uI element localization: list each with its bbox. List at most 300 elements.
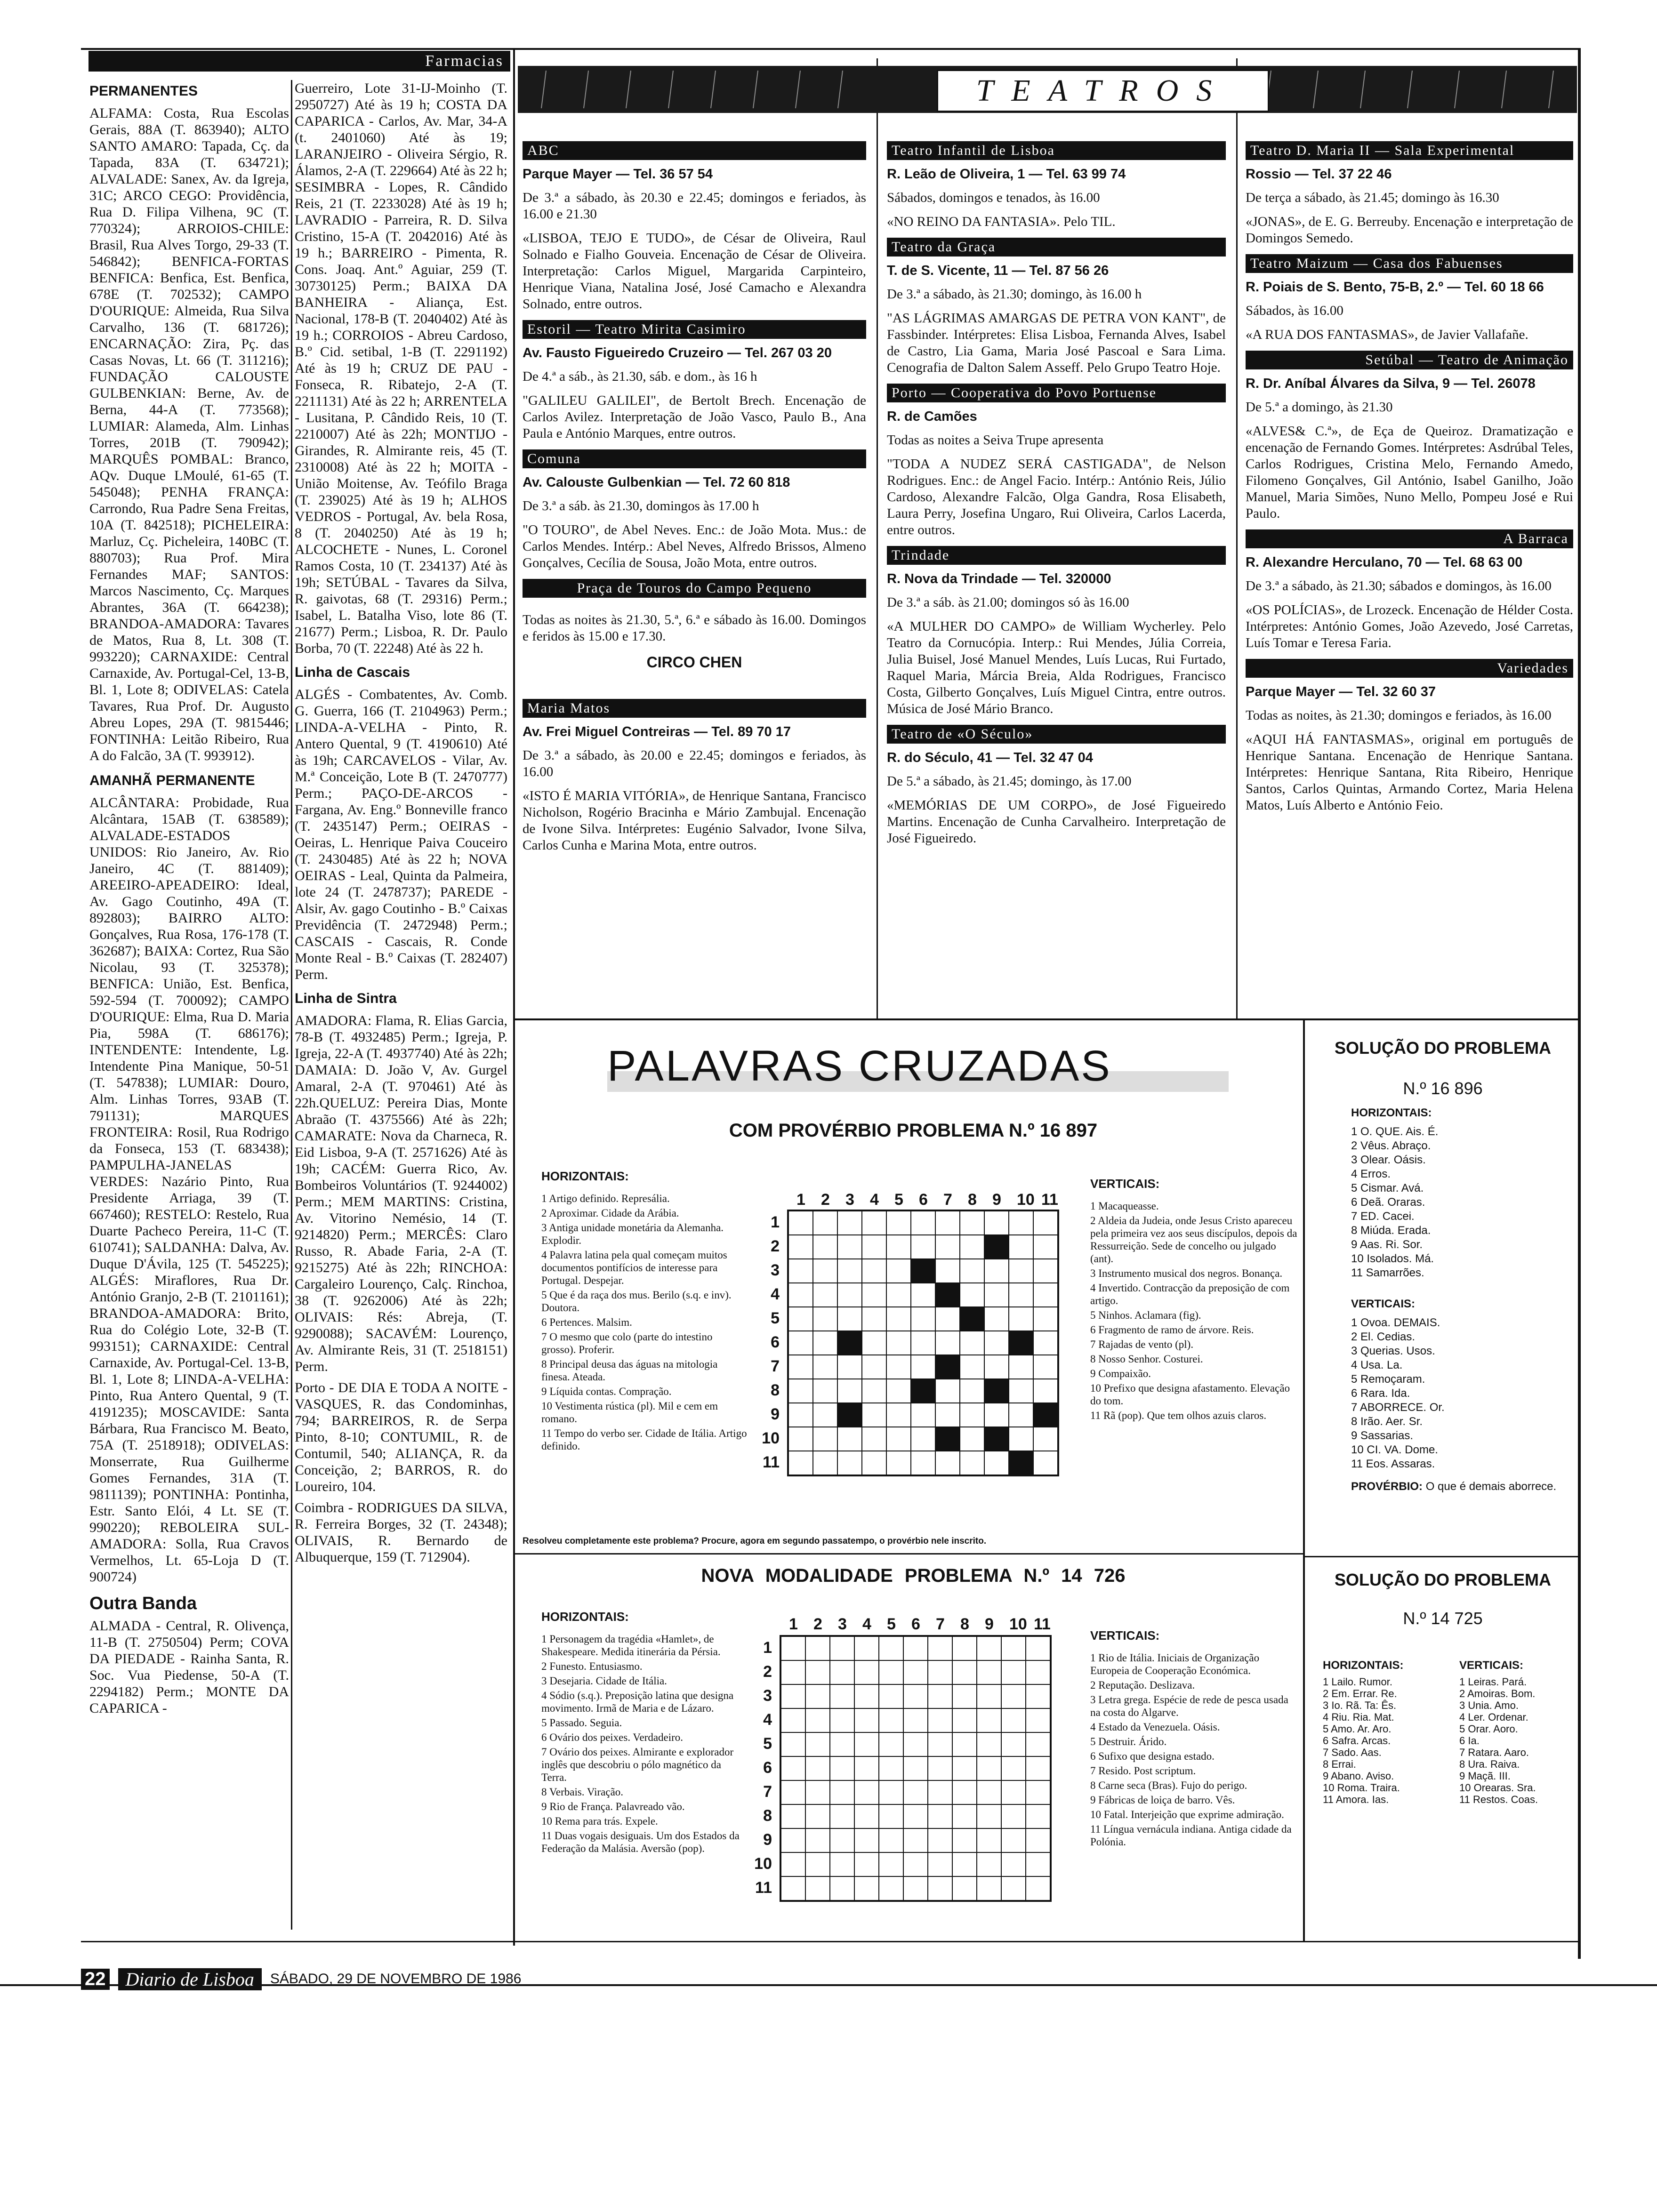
clue-list [1090, 1200, 1297, 1422]
clue: 7 Rajadas de vento (pl). [1090, 1338, 1194, 1350]
grid-cell[interactable] [984, 1307, 1009, 1331]
clue: 4 Invertido. Contracção da preposição de com artigo. [1090, 1282, 1290, 1306]
grid-cell[interactable] [960, 1331, 984, 1355]
grid-cell[interactable] [960, 1355, 984, 1379]
schedule: Sábados, às 16.00 [1246, 303, 1343, 318]
clue: 1 Rio de Itália. Iniciais de Organização Europeia de Cooperação Económica. [1090, 1652, 1260, 1676]
grid-cell[interactable] [886, 1451, 911, 1475]
clue: 3 Desejaria. Cidade de Itália. [541, 1675, 667, 1687]
grid-cell[interactable] [813, 1427, 837, 1451]
grid-cell[interactable] [1001, 1660, 1026, 1684]
grid-cell[interactable] [903, 1708, 928, 1732]
pharmacy-list: ALGÉS - Combatentes, Av. Comb. G. Guerra, 166 (T. 2104963) Perm.; LINDA-A-VELHA - Pinto, R. Antero Quental, 9 (T. 4190610) Até às 19h; CARCAVELOS - Vilar, Av. M.ª Conceição, Lote B (T. 2470777) Perm.; PAÇO-DE-ARCOS - Fargana, Av. Eng.º Bonneville franco (T. 2435147) Perm.; OEIRAS - Oeiras, L. Henrique Paiva Couceiro (T. 2430485) Até às 22 h; NOVA OEIRAS - Leal, Quinta da Palmeira, lote 24 (T. 2478737); PAREDE - Alsir, Av. gago Coutinho - B.º Caixas Previdência (T. 2472948) Perm.; CASCAIS - Cascais, R. Conde Monte Real - B.º Caixas (T. 282407) Perm. [295, 687, 507, 982]
grid-cell[interactable] [879, 1876, 903, 1900]
clue: 11 Duas vogais desiguais. Um dos Estados da Federação da Malásia. Aversão (pop). [541, 1830, 740, 1854]
grid-cell[interactable] [1009, 1403, 1033, 1427]
grid-cell[interactable] [1001, 1780, 1026, 1804]
grid-cell[interactable] [960, 1283, 984, 1307]
grid-cell[interactable] [935, 1451, 960, 1475]
grid-cell[interactable] [903, 1828, 928, 1852]
grid-cell[interactable] [960, 1259, 984, 1283]
grid-cell[interactable] [830, 1876, 854, 1900]
grid-cell[interactable] [805, 1636, 830, 1660]
grid-cell[interactable] [952, 1660, 977, 1684]
row-number: 3 [771, 1261, 780, 1279]
grid-cell[interactable] [928, 1780, 952, 1804]
solution-line: 4 Usa. La. [1351, 1359, 1403, 1371]
grid-cell[interactable] [911, 1403, 935, 1427]
grid-cell[interactable] [781, 1684, 805, 1708]
grid-cell[interactable] [837, 1235, 862, 1259]
column-number: 5 [887, 1615, 896, 1633]
pharmacy-list: Coimbra - RODRIGUES DA SILVA, R. Ferreira Borges, 32 (T. 24348); OLIVAIS, R. Bernardo de Albuquerque, 159 (T. 712904). [295, 1500, 507, 1565]
grid-cell[interactable] [830, 1804, 854, 1828]
solution-line: 1 O. QUE. Ais. É. [1351, 1125, 1439, 1138]
grid-cell[interactable] [935, 1259, 960, 1283]
grid-cell[interactable] [952, 1708, 977, 1732]
grid-cell[interactable] [854, 1780, 879, 1804]
grid-cell[interactable] [1026, 1732, 1050, 1756]
grid-cell[interactable] [928, 1876, 952, 1900]
grid-cell[interactable] [854, 1636, 879, 1660]
solution-line: 7 Sado. Aas. [1323, 1747, 1382, 1758]
theatre-address: R. Dr. Aníbal Álvares da Silva, 9 — Tel. 26078 [1246, 376, 1536, 391]
grid-cell[interactable] [977, 1828, 1001, 1852]
grid-cell[interactable] [1009, 1283, 1033, 1307]
grid-cell[interactable] [1026, 1636, 1050, 1660]
grid-cell[interactable] [830, 1660, 854, 1684]
solution-line: 6 Ia. [1459, 1735, 1480, 1747]
grid-cell[interactable] [781, 1828, 805, 1852]
grid-cell[interactable] [813, 1379, 837, 1403]
grid-cell[interactable] [862, 1331, 886, 1355]
grid-cell[interactable] [781, 1876, 805, 1900]
grid-cell[interactable] [1033, 1331, 1058, 1355]
column-number: 10 [1017, 1191, 1035, 1209]
grid-cell[interactable] [879, 1636, 903, 1660]
grid-cell[interactable] [952, 1756, 977, 1780]
grid-cell[interactable] [886, 1307, 911, 1331]
solution-line: 4 Riu. Ria. Mat. [1323, 1711, 1394, 1723]
grid-cell[interactable] [1001, 1852, 1026, 1876]
grid-cell[interactable] [952, 1684, 977, 1708]
grid-cell[interactable] [781, 1660, 805, 1684]
grid-cell[interactable] [837, 1283, 862, 1307]
grid-cell[interactable] [862, 1451, 886, 1475]
grid-cell[interactable] [879, 1708, 903, 1732]
grid-cell[interactable] [984, 1259, 1009, 1283]
grid-cell[interactable] [977, 1636, 1001, 1660]
grid-cell[interactable] [935, 1331, 960, 1355]
grid-cell[interactable] [1001, 1876, 1026, 1900]
grid-cell[interactable] [781, 1780, 805, 1804]
grid-cell[interactable] [960, 1211, 984, 1235]
grid-cell[interactable] [903, 1804, 928, 1828]
grid-cell[interactable] [1001, 1804, 1026, 1828]
grid-cell[interactable] [805, 1780, 830, 1804]
grid-cell[interactable] [911, 1211, 935, 1235]
clue: 9 Líquida contas. Compração. [541, 1386, 672, 1397]
right-rule [1578, 48, 1581, 1959]
grid-cell[interactable] [879, 1684, 903, 1708]
grid-cell[interactable] [813, 1331, 837, 1355]
schedule: De 5.ª a sábado, às 21.45; domingo, às 17.00 [887, 774, 1132, 789]
grid-cell[interactable] [879, 1804, 903, 1828]
grid-cell[interactable] [1009, 1427, 1033, 1451]
grid-cell[interactable] [805, 1660, 830, 1684]
grid-cell[interactable] [960, 1379, 984, 1403]
grid-cell[interactable] [928, 1804, 952, 1828]
grid-cell[interactable] [854, 1828, 879, 1852]
grid-cell[interactable] [781, 1732, 805, 1756]
grid-cell[interactable] [837, 1427, 862, 1451]
grid-cell[interactable] [911, 1331, 935, 1355]
grid-cell[interactable] [928, 1852, 952, 1876]
grid-cell[interactable] [788, 1379, 813, 1403]
grid-cell[interactable] [977, 1660, 1001, 1684]
grid-cell[interactable] [977, 1852, 1001, 1876]
grid-cell[interactable] [813, 1451, 837, 1475]
grid-cell[interactable] [984, 1403, 1009, 1427]
column-number: 4 [870, 1191, 879, 1209]
clue: 2 Funesto. Entusiasmo. [541, 1660, 643, 1672]
grid-cell[interactable] [830, 1684, 854, 1708]
row-number: 9 [763, 1831, 772, 1849]
grid-cell[interactable] [903, 1732, 928, 1756]
grid-cell[interactable] [911, 1235, 935, 1259]
grid-cell[interactable] [862, 1283, 886, 1307]
grid-cell[interactable] [1009, 1379, 1033, 1403]
grid-cell[interactable] [886, 1427, 911, 1451]
grid-cell[interactable] [960, 1235, 984, 1259]
grid-cell[interactable] [830, 1852, 854, 1876]
problem-2-heading: NOVA MODALIDADE PROBLEMA N.º 14 726 [701, 1565, 1126, 1586]
grid-cell[interactable] [854, 1876, 879, 1900]
grid-cell[interactable] [854, 1732, 879, 1756]
solution-line: 5 Amo. Ar. Aro. [1323, 1723, 1392, 1735]
grid-cell[interactable] [1033, 1211, 1058, 1235]
grid-cell[interactable] [886, 1379, 911, 1403]
grid-cell[interactable] [960, 1403, 984, 1427]
grid-cell[interactable] [1026, 1708, 1050, 1732]
grid-cell[interactable] [984, 1355, 1009, 1379]
grid-cell[interactable] [830, 1708, 854, 1732]
grid-cell[interactable] [805, 1876, 830, 1900]
grid-cell[interactable] [977, 1780, 1001, 1804]
grid-cell[interactable] [886, 1259, 911, 1283]
grid-cell[interactable] [903, 1660, 928, 1684]
solution-line: 9 Abano. Aviso. [1323, 1770, 1394, 1782]
grid-cell[interactable] [984, 1211, 1009, 1235]
grid-cell[interactable] [1026, 1876, 1050, 1900]
grid-cell[interactable] [1026, 1684, 1050, 1708]
grid-cell[interactable] [911, 1283, 935, 1307]
grid-cell[interactable] [928, 1756, 952, 1780]
grid-cell[interactable] [805, 1708, 830, 1732]
grid-cell[interactable] [1001, 1732, 1026, 1756]
grid-cell[interactable] [928, 1732, 952, 1756]
grid-cell[interactable] [862, 1379, 886, 1403]
grid-cell[interactable] [854, 1756, 879, 1780]
grid-cell[interactable] [879, 1780, 903, 1804]
grid-cell[interactable] [886, 1283, 911, 1307]
grid-cell[interactable] [813, 1355, 837, 1379]
grid-cell[interactable] [1001, 1756, 1026, 1780]
grid-cell[interactable] [903, 1756, 928, 1780]
grid-cell[interactable] [805, 1684, 830, 1708]
pharmacy-list: ALCÂNTARA: Probidade, Rua Alcântara, 15AB (T. 638589); ALVALADE-ESTADOS UNIDOS: Rio Janeiro, Av. Rio Janeiro, 4C (T. 881409); AREEIRO-APEADEIRO: Ideal, Av. Gago Coutinho, 49A (T. 892803); BAIRRO ALTO: Gonçalves, Rua Rosa, 176-178 (T. 362687); BAIXA: Cortez, Rua São Nicolau, 93 (T. 325378); BENFICA: União, Est. Benfica, 592-594 (T. 700092); CAMPO D'OURIQUE: Elma, Rua D. Maria Pia, 598A (T. 686176); INTENDENTE: Intendente, Lg. Intendente Pina Manique, 50-51 (T. 547838); LUMIAR: Douro, Alm. Linhas Torres, 93AB (T. 791131); MARQUES FRONTEIRA: Rosil, Rua Rodrigo da Fonseca, 153 (T. 683438); PAMPULHA-JANELAS VERDES: Nazário Pinto, Rua Presidente Arriaga, 39 (T. 667460); RESTELO: Restelo, Rua Duarte Pacheco Pereira, 11-C (T. 610741); SALDANHA: Dalva, Av. Duque D'Ávila, 125 (T. 545225); ALGÉS: Miraflores, Rua Dr. António Granjo, 2-B (T. 2101161); BRANDOA-AMADORA: Brito, Rua do Colégio Lote, 32-B (T. 993151); CARNAXIDE: Central Carnaxide, Av. Portugal-Cel. 13-B, Bl. 1, Lote 8; LINDA-A-VELHA: Pinto, Rua Antero Quental, 9 (T. 4191235); MOSCAVIDE: Santa Bárbara, Rua Francisco M. Beato, 75A (T. 2518918); ODIVELAS: Monserrate, Rua Guilherme Gomes Fernandes, 31A (T. 9811139); PONTINHA: Pontinha, Estr. Santo Elói, 4 Lt. SE (T. 990220); REBOLEIRA SUL-AMADORA: Solla, Rua Cravos Vermelhos, Lt. 65-Loja D (T. 900724) [89, 795, 289, 1585]
grid-cell[interactable] [903, 1636, 928, 1660]
schedule: Todas as noites a Seiva Trupe apresenta [887, 433, 1104, 448]
solution-subheading: VERTICAIS: [1351, 1298, 1416, 1310]
grid-cell[interactable] [781, 1852, 805, 1876]
grid-cell[interactable] [928, 1660, 952, 1684]
grid-cell[interactable] [837, 1355, 862, 1379]
grid-cell[interactable] [879, 1828, 903, 1852]
grid-cell[interactable] [1026, 1756, 1050, 1780]
grid-cell[interactable] [984, 1283, 1009, 1307]
grid-cell[interactable] [854, 1684, 879, 1708]
grid-cell[interactable] [813, 1403, 837, 1427]
grid-cell[interactable] [1001, 1708, 1026, 1732]
solution-line: 7 ABORRECE. Or. [1351, 1401, 1445, 1414]
grid-cell[interactable] [1033, 1307, 1058, 1331]
grid-cell[interactable] [1001, 1684, 1026, 1708]
grid-cell[interactable] [977, 1684, 1001, 1708]
grid-cell[interactable] [1026, 1804, 1050, 1828]
solution-14725 [1313, 1570, 1572, 1805]
grid-cell[interactable] [788, 1427, 813, 1451]
play-description: "TODA A NUDEZ SERÁ CASTIGADA", de Nelson Rodrigues. Enc.: de Angel Facio. Intérp.: António Reis, Júlio Cardoso, Alexandre Falcão, Olga Gandra, Rosa Elisabeth, Laura Perry, Josefina Ungaro, Rui Oliveira, Carlos Lacerda, entre outros. [887, 457, 1226, 537]
grid-cell[interactable] [1033, 1427, 1058, 1451]
grid-cell[interactable] [886, 1355, 911, 1379]
grid-cell[interactable] [788, 1235, 813, 1259]
grid-cell[interactable] [862, 1403, 886, 1427]
grid-cell[interactable] [879, 1756, 903, 1780]
grid-cell[interactable] [788, 1403, 813, 1427]
grid-cell[interactable] [788, 1211, 813, 1235]
grid-cell[interactable] [854, 1660, 879, 1684]
grid-cell[interactable] [830, 1732, 854, 1756]
grid-cell[interactable] [952, 1828, 977, 1852]
grid-cell[interactable] [903, 1876, 928, 1900]
black-square [935, 1283, 960, 1307]
row-number: 1 [763, 1639, 772, 1657]
grid-cell[interactable] [862, 1259, 886, 1283]
grid-cell[interactable] [837, 1211, 862, 1235]
grid-cell[interactable] [886, 1403, 911, 1427]
schedule: De 3.ª a sábado, às 21.30; domingo, às 16.00 h [887, 287, 1142, 302]
grid-cell[interactable] [781, 1636, 805, 1660]
grid-cell[interactable] [879, 1852, 903, 1876]
black-square [984, 1235, 1009, 1259]
theatre-address: Parque Mayer — Tel. 32 60 37 [1246, 684, 1436, 699]
grid-cell[interactable] [984, 1331, 1009, 1355]
grid-cell[interactable] [911, 1355, 935, 1379]
grid-cell[interactable] [1033, 1451, 1058, 1475]
clue: 3 Antiga unidade monetária da Alemanha. Explodir. [541, 1222, 724, 1246]
grid-cell[interactable] [813, 1235, 837, 1259]
section-label: Linha de Sintra [295, 991, 397, 1006]
grid-cell[interactable] [781, 1804, 805, 1828]
schedule: Todas as noites às 21.30, 5.ª, 6.ª e sábado às 16.00. Domingos e feridos às 15.00 e 17.30. [523, 612, 866, 644]
grid-cell[interactable] [1001, 1828, 1026, 1852]
grid-cell[interactable] [781, 1708, 805, 1732]
grid-cell[interactable] [886, 1331, 911, 1355]
grid-cell[interactable] [1009, 1211, 1033, 1235]
theatre-address: T. de S. Vicente, 11 — Tel. 87 56 26 [887, 263, 1109, 278]
grid-cell[interactable] [1033, 1259, 1058, 1283]
grid-cell[interactable] [984, 1451, 1009, 1475]
grid-cell[interactable] [886, 1235, 911, 1259]
grid-cell[interactable] [1026, 1780, 1050, 1804]
grid-cell[interactable] [854, 1852, 879, 1876]
grid-cell[interactable] [805, 1852, 830, 1876]
grid-cell[interactable] [854, 1804, 879, 1828]
clue: 6 Ovário dos peixes. Verdadeiro. [541, 1731, 684, 1743]
grid-cell[interactable] [960, 1427, 984, 1451]
grid-cell[interactable] [1026, 1852, 1050, 1876]
solution-line: 10 Isolados. Má. [1351, 1252, 1434, 1265]
grid-cell[interactable] [903, 1684, 928, 1708]
grid-cell[interactable] [805, 1732, 830, 1756]
grid-cell[interactable] [788, 1259, 813, 1283]
grid-cell[interactable] [788, 1355, 813, 1379]
clues-heading: HORIZONTAIS: [541, 1610, 629, 1624]
grid-cell[interactable] [837, 1307, 862, 1331]
farmacias-header: Farmacias [88, 51, 510, 72]
grid-cell[interactable] [805, 1828, 830, 1852]
grid-cell[interactable] [903, 1852, 928, 1876]
pharmacy-list: Guerreiro, Lote 31-IJ-Moinho (T. 2950727) Até às 19 h; COSTA DA CAPARICA - Carlos, Av. Mar, 34-A (t. 2401060) Até às 19; LARANJEIRO - Oliveira Sérgio, R. Álamos, 2-A (T. 229664) Até às 22 h; SESIMBRA - Lopes, R. Cândido Reis, 21 (T. 2233028) Até às 19 h; LAVRADIO - Parreira, R. D. Silva Cristino, 15-A (T. 2042016) Até às 19 h.; BARREIRO - Pimenta, R. Cons. Joaq. Ant.º Aguiar, 259 (T. 30730125) Perm.; BAIXA DA BANHEIRA - Aliança, Est. Nacional, 178-B (T. 2040402) Até às 19 h.; CORROIOS - Abreu Cardoso, B.º Cid. setibal, 1-B (T. 2291192) Até às 19 h; CRUZ DE PAU - Fonseca, R. Ribatejo, 2-A (T. 2211131) Até às 22 h; ARRENTELA - Lusitana, P. Cândido Reis, 10 (T. 2210007) Até às 22h; MONTIJO - Girandes, R. Almirante reis, 45 (T. 2310008) Até às 22 h; MOITA - União Moitense, Av. Teófilo Braga (T. 239025) Até às 19 h; ALHOS VEDROS - Portugal, Av. bela Rosa, 8 (T. 2040250) Até às 19 h; ALCOCHETE - Nunes, L. Coronel Ramos Costa, 10 (T. 234137) Até às 19h; SETÚBAL - Tavares da Silva, R. gaivotas, 68 (T. 29316) Perm.; Isabel, L. Batalha Viso, lote 86 (T. 21677) Perm.; Lisboa, R. Dr. Paulo Borba, 70 (T. 22248) Até às 22 h. [295, 80, 507, 656]
grid-cell[interactable] [879, 1660, 903, 1684]
grid-cell[interactable] [1009, 1307, 1033, 1331]
grid-cell[interactable] [830, 1756, 854, 1780]
grid-cell[interactable] [805, 1756, 830, 1780]
solution-line: 9 Maçã. III. [1459, 1770, 1511, 1782]
grid-cell[interactable] [952, 1780, 977, 1804]
solution-line: 8 Errai. [1323, 1758, 1356, 1770]
grid-cell[interactable] [935, 1235, 960, 1259]
grid-cell[interactable] [977, 1708, 1001, 1732]
grid-cell[interactable] [813, 1211, 837, 1235]
grid-cell[interactable] [903, 1780, 928, 1804]
grid-cell[interactable] [837, 1259, 862, 1283]
grid-cell[interactable] [813, 1259, 837, 1283]
solution-line: 10 Roma. Traira. [1323, 1782, 1400, 1794]
row-number: 8 [771, 1381, 780, 1399]
grid-cell[interactable] [830, 1780, 854, 1804]
grid-cell[interactable] [1026, 1828, 1050, 1852]
grid-cell[interactable] [977, 1732, 1001, 1756]
grid-cell[interactable] [837, 1451, 862, 1475]
grid-cell[interactable] [862, 1235, 886, 1259]
grid-cell[interactable] [911, 1451, 935, 1475]
grid-cell[interactable] [1001, 1636, 1026, 1660]
grid-cell[interactable] [781, 1756, 805, 1780]
column-number: 11 [1041, 1191, 1058, 1209]
grid-cell[interactable] [862, 1427, 886, 1451]
grid-cell[interactable] [935, 1379, 960, 1403]
problem-1-horizontais [541, 1169, 748, 1454]
grid-cell[interactable] [886, 1211, 911, 1235]
grid-cell[interactable] [1033, 1283, 1058, 1307]
grid-cell[interactable] [911, 1307, 935, 1331]
grid-cell[interactable] [1026, 1660, 1050, 1684]
grid-cell[interactable] [1033, 1355, 1058, 1379]
column-number: 7 [943, 1191, 952, 1209]
grid-cell[interactable] [837, 1379, 862, 1403]
grid-cell[interactable] [1009, 1259, 1033, 1283]
clue: 1 Artigo definido. Represália. [541, 1193, 670, 1204]
column-rule-2 [877, 58, 878, 1018]
grid-cell[interactable] [952, 1852, 977, 1876]
solution-16896 [1313, 1038, 1572, 1494]
grid-cell[interactable] [952, 1732, 977, 1756]
clue: 2 Aproximar. Cidade da Arábia. [541, 1207, 679, 1219]
grid-cell[interactable] [952, 1636, 977, 1660]
grid-cell[interactable] [1033, 1235, 1058, 1259]
grid-cell[interactable] [805, 1804, 830, 1828]
grid-cell[interactable] [935, 1307, 960, 1331]
grid-cell[interactable] [935, 1211, 960, 1235]
grid-cell[interactable] [977, 1756, 1001, 1780]
grid-cell[interactable] [854, 1708, 879, 1732]
grid-cell[interactable] [977, 1876, 1001, 1900]
black-square [960, 1307, 984, 1331]
theatre-name: Comuna [523, 449, 866, 468]
grid-cell[interactable] [960, 1451, 984, 1475]
grid-cell[interactable] [1009, 1235, 1033, 1259]
crossword-grid-2[interactable] [780, 1635, 1052, 1902]
grid-cell[interactable] [952, 1804, 977, 1828]
teatros-column-3 [1246, 136, 1573, 821]
grid-cell[interactable] [928, 1828, 952, 1852]
solution-vert-col [1459, 1652, 1568, 1805]
grid-cell[interactable] [813, 1283, 837, 1307]
grid-cell[interactable] [813, 1307, 837, 1331]
grid-cell[interactable] [977, 1804, 1001, 1828]
schedule: De 5.ª a domingo, às 21.30 [1246, 400, 1393, 415]
schedule: De 3.ª a sáb. às 21.30, domingos às 17.00 h [523, 498, 759, 513]
grid-cell[interactable] [928, 1708, 952, 1732]
grid-cell[interactable] [935, 1403, 960, 1427]
grid-cell[interactable] [928, 1684, 952, 1708]
grid-cell[interactable] [911, 1427, 935, 1451]
grid-cell[interactable] [788, 1331, 813, 1355]
grid-cell[interactable] [1009, 1355, 1033, 1379]
grid-cell[interactable] [928, 1636, 952, 1660]
grid-cell[interactable] [879, 1732, 903, 1756]
grid-cell[interactable] [788, 1283, 813, 1307]
grid-cell[interactable] [952, 1876, 977, 1900]
solution-subheading: VERTICAIS: [1459, 1659, 1524, 1672]
column-number: 3 [845, 1191, 854, 1209]
grid-cell[interactable] [830, 1636, 854, 1660]
pharmacy-list: ALFAMA: Costa, Rua Escolas Gerais, 88A (T. 863940); ALTO SANTO AMARO: Tapada, Cç. da Tapada, 83A (T. 634721); ALVALADE: Sanex, Av. da Igreja, 31C; ARCO CEGO: Providência, Rua D. Filipa Vilhena, 9C (T. 770324); ARROIOS-CHILE: Brasil, Rua Alves Torgo, 29-33 (T. 546842); BENFICA-FORTAS BENFICA: Benfica, Est. Benfica, 678E (T. 702532); CAMPO D'OURIQUE: Almeida, Rua Silva Carvalho, 136 (T. 681726); ENCARNAÇÃO: Zira, Pç. das Casas Novas, Lt. 66 (T. 311216); FUNDAÇÃO CALOUSTE GULBENKIAN: Berne, Av. de Berna, 44-A (T. 773568); LUMIAR: Alameda, Alm. Linhas Torres, 201B (T. 790942); MARQUÊS POMBAL: Branco, AQv. Duque LMoulé, 61-65 (T. 545048); PENHA FRANÇA: Carrondo, Rua Padre Sena Freitas, 10A (T. 842518); PICHELEIRA: Marluz, Cç. Picheleira, 140BC (T. 880703); Rua Prof. Mira Fernandes MAF; SANTOS: Marcos Nascimento, Cç. Marques Abrantes, 36A (T. 664238); BRANDOA-AMADORA: Tavares de Matos, Rua 8, Lt. 308 (T. 993220); CARNAXIDE: Central Carnaxide, Av. Portugal-Cel, 13-B, Bl. 1, Lote 8; ODIVELAS: Catela Tavares, Rua Prof. Dr. Augusto Abreu Lopes, 29A (T. 9815446; FONTINHA: Leitão Ribeiro, Rua A do Falcão, 3A (T. 993912). [89, 105, 289, 763]
grid-cell[interactable] [1033, 1379, 1058, 1403]
crossword-grid-1[interactable] [787, 1210, 1059, 1476]
grid-cell[interactable] [830, 1828, 854, 1852]
solution-line: 2 Em. Errar. Re. [1323, 1688, 1397, 1699]
grid-cell[interactable] [862, 1307, 886, 1331]
grid-cell[interactable] [788, 1451, 813, 1475]
grid-cell[interactable] [862, 1355, 886, 1379]
grid-cell[interactable] [862, 1211, 886, 1235]
grid-cell[interactable] [788, 1307, 813, 1331]
solution-body [1313, 1106, 1572, 1494]
column-rule-1 [513, 48, 515, 1946]
